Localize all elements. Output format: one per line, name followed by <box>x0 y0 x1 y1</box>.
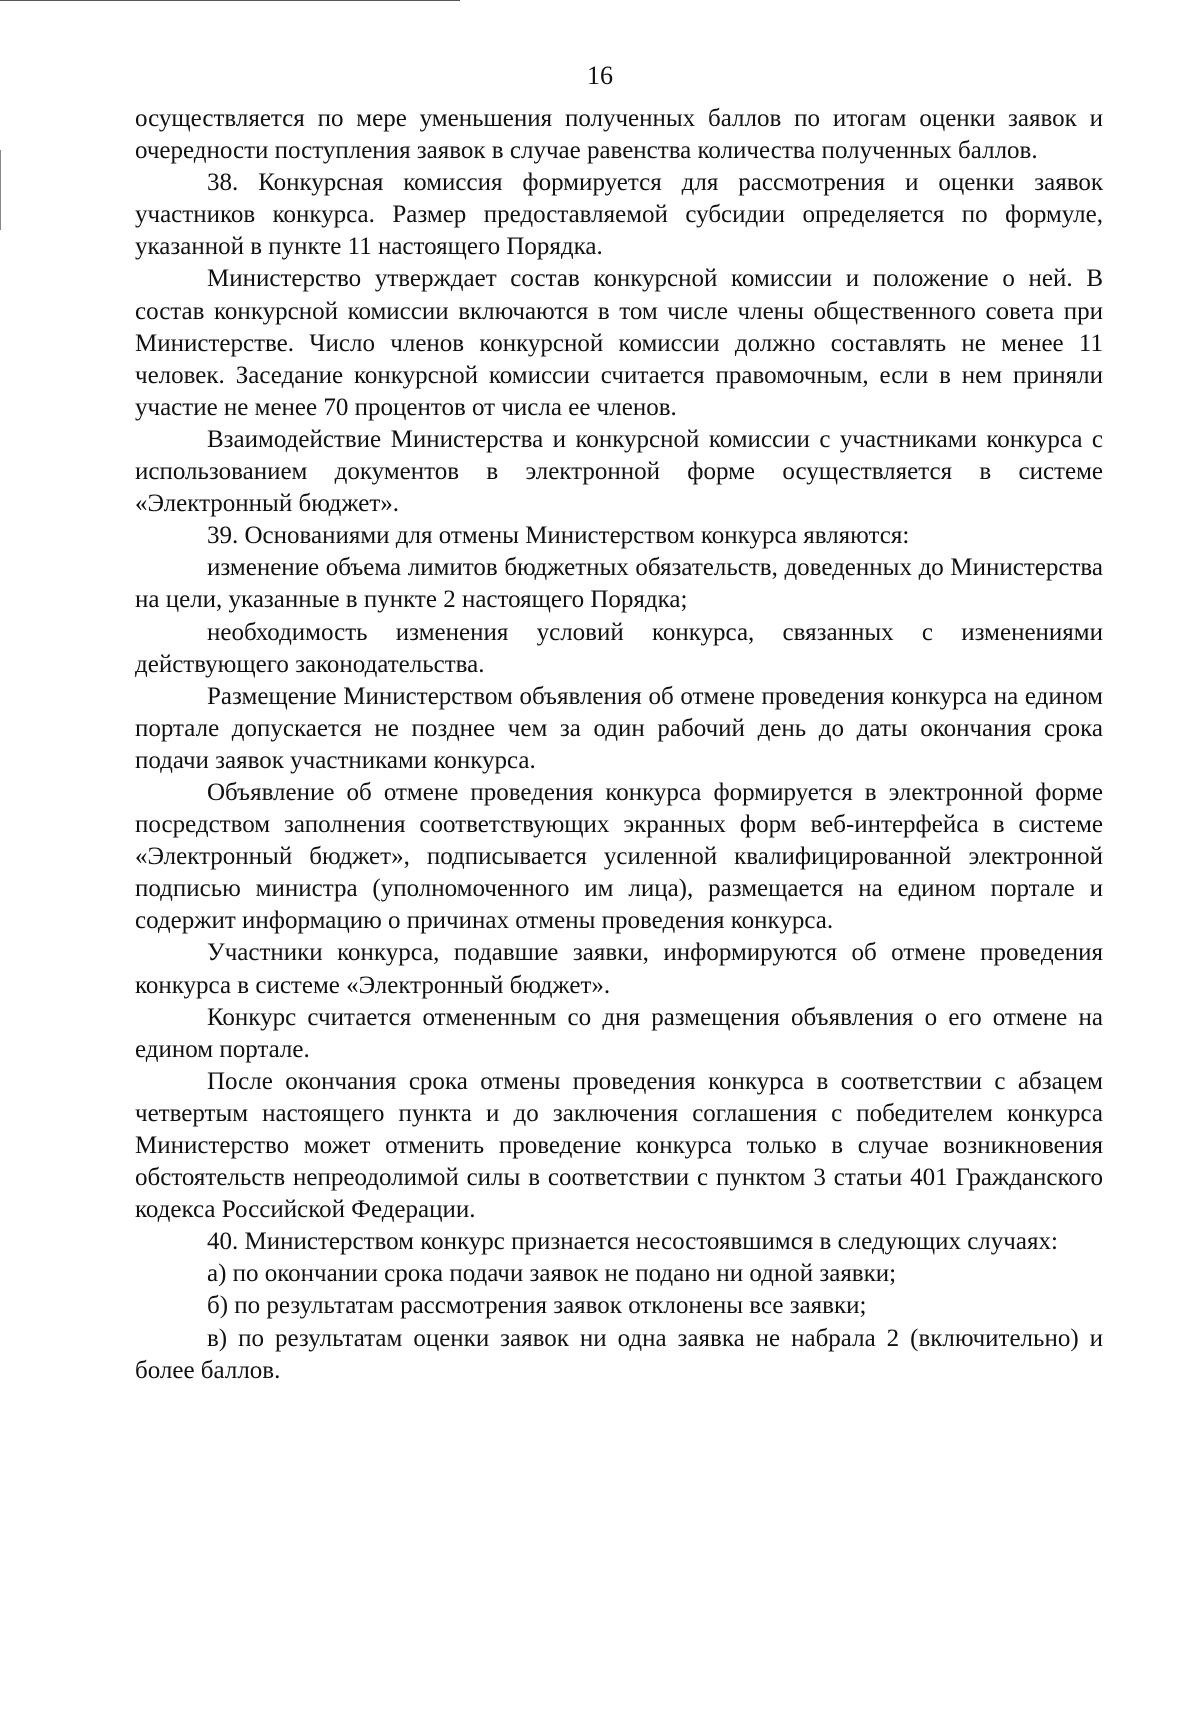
document-body <box>135 103 1103 1387</box>
paragraph-commission-composition: Министерство утверждает состав конкурсной комиссии и положение о ней. В состав конкурсной комиссии включаются в том числе члены общественного совета при Министерстве. Число членов конкурсной комиссии должно составлять не менее 11 человек. Заседание конкурсной комиссии считается правомочным, если в нем приняли участие не менее 70 процентов от числа ее членов. <box>135 265 1103 421</box>
page-number: 16 <box>587 61 613 90</box>
paragraph-40-item-v: в) по результатам оценки заявок ни одна заявка не набрала 2 (включительно) и более баллов. <box>135 1324 1103 1384</box>
paragraph-electronic-interaction: Взаимодействие Министерства и конкурсной комиссии с участниками конкурса с использованием документов в электронной форме осуществляется в системе «Электронный бюджет». <box>135 425 1103 518</box>
paragraph-39-ground-limits: изменение объема лимитов бюджетных обязательств, доведенных до Министерства на цели, указанные в пункте 2 настоящего Порядка; <box>135 554 1103 614</box>
paragraph-cancellation-notice-timing: Размещение Министерством объявления об отмене проведения конкурса на едином портале допускается не позднее чем за один рабочий день до даты окончания срока подачи заявок участниками конкурса. <box>135 682 1103 774</box>
paragraph-40-item-a: а) по окончании срока подачи заявок не подано ни одной заявки; <box>207 1260 897 1288</box>
paragraph-40: 40. Министерством конкурс признается несостоявшимся в следующих случаях: <box>207 1228 1058 1256</box>
scan-left-edge <box>0 150 1 230</box>
paragraph-continuation: осуществляется по мере уменьшения полученных баллов по итогам оценки заявок и очередности поступления заявок в случае равенства количества полученных баллов. <box>135 105 1103 165</box>
paragraph-participants-informed: Участники конкурса, подавшие заявки, информируются об отмене проведения конкурса в системе «Электронный бюджет». <box>135 939 1103 999</box>
paragraph-contest-cancelled: Конкурс считается отмененным со дня размещения объявления о его отмене на едином портале. <box>135 1003 1103 1063</box>
paragraph-39-ground-legislation: необходимость изменения условий конкурса, связанных с изменениями действующего законодательства. <box>135 618 1103 678</box>
scan-top-edge <box>0 0 460 1</box>
paragraph-40-item-b: б) по результатам рассмотрения заявок отклонены все заявки; <box>207 1292 867 1320</box>
paragraph-38: 38. Конкурсная комиссия формируется для рассмотрения и оценки заявок участников конкурса. Размер предоставляемой субсидии определяется по формуле, указанной в пункте 11 настоящего Порядка. <box>135 169 1103 261</box>
paragraph-force-majeure: После окончания срока отмены проведения конкурса в соответствии с абзацем четвертым настоящего пункта и до заключения соглашения с победителем конкурса Министерство может отменить проведение конкурса только в случае возникновения обстоятельств непреодолимой силы в соответствии с пунктом 3 статьи 401 Гражданского кодекса Российской Федерации. <box>135 1067 1103 1224</box>
paragraph-cancellation-notice-form: Объявление об отмене проведения конкурса формируется в электронной форме посредством заполнения соответствующих экранных форм веб-интерфейса в системе «Электронный бюджет», подписывается усиленной квалифицированной электронной подписью министра (уполномоченного им лица), размещается на едином портале и содержит информацию о причинах отмены проведения конкурса. <box>135 778 1103 935</box>
paragraph-39: 39. Основаниями для отмены Министерством конкурса являются: <box>207 522 910 550</box>
